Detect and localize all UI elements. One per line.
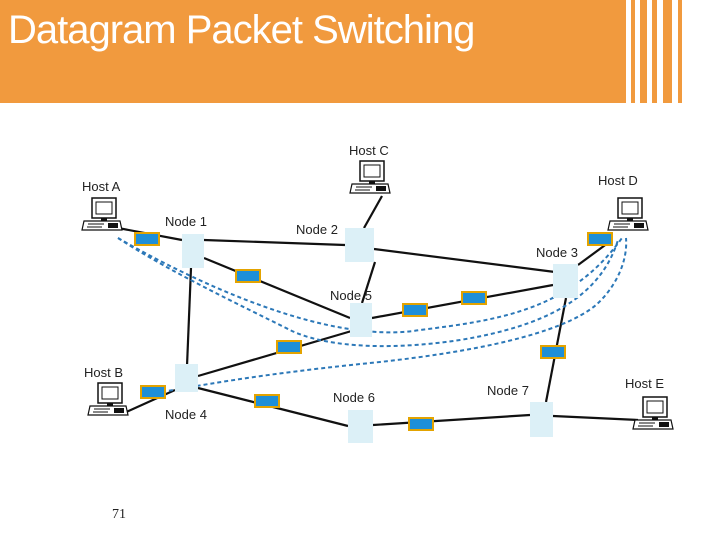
node-2-icon [345,228,374,262]
node-6-icon [348,410,373,443]
link-node-1-node-4 [187,268,191,366]
node-5-icon [350,303,372,337]
node-3-label: Node 3 [536,245,578,260]
packet-icon [236,270,260,282]
packet-icon [255,395,279,407]
host-c-label: Host C [349,143,389,158]
node-4-label: Node 4 [165,407,207,422]
packet-icon [409,418,433,430]
host-d-label: Host D [598,173,638,188]
packet-icon [277,341,301,353]
host-a-label: Host A [82,179,121,194]
node-5-label: Node 5 [330,288,372,303]
host-a-computer-icon [82,198,122,230]
host-d-computer-icon [608,198,648,230]
node-1-icon [182,234,204,268]
node-7-label: Node 7 [487,383,529,398]
host-b-computer-icon [88,383,128,415]
node-3-icon [553,264,578,298]
link-node-7-host-e [553,416,638,420]
packet-icon [462,292,486,304]
host-e-computer-icon [633,397,673,429]
node-1-label: Node 1 [165,214,207,229]
node-7-icon [530,402,553,437]
packet-icon [403,304,427,316]
host-c-computer-icon [350,161,390,193]
node-4-icon [175,364,198,392]
slide-title: Datagram Packet Switching [8,8,475,52]
packet-icon [588,233,612,245]
host-b-label: Host B [84,365,124,380]
host-e-label: Host E [625,376,665,391]
page-number: 71 [112,507,126,522]
node-2-label: Node 2 [296,222,338,237]
link-host-c-node-2 [364,196,382,228]
link-node-1-node-2 [204,240,345,245]
hosts [82,161,673,429]
link-node-6-node-7 [373,415,530,425]
switch-nodes [175,228,578,443]
packet-icon [541,346,565,358]
packet-icon [135,233,159,245]
node-6-label: Node 6 [333,390,375,405]
link-node-2-node-3 [374,249,555,272]
packet-icon [141,386,165,398]
link-node-1-node-5 [204,258,350,318]
